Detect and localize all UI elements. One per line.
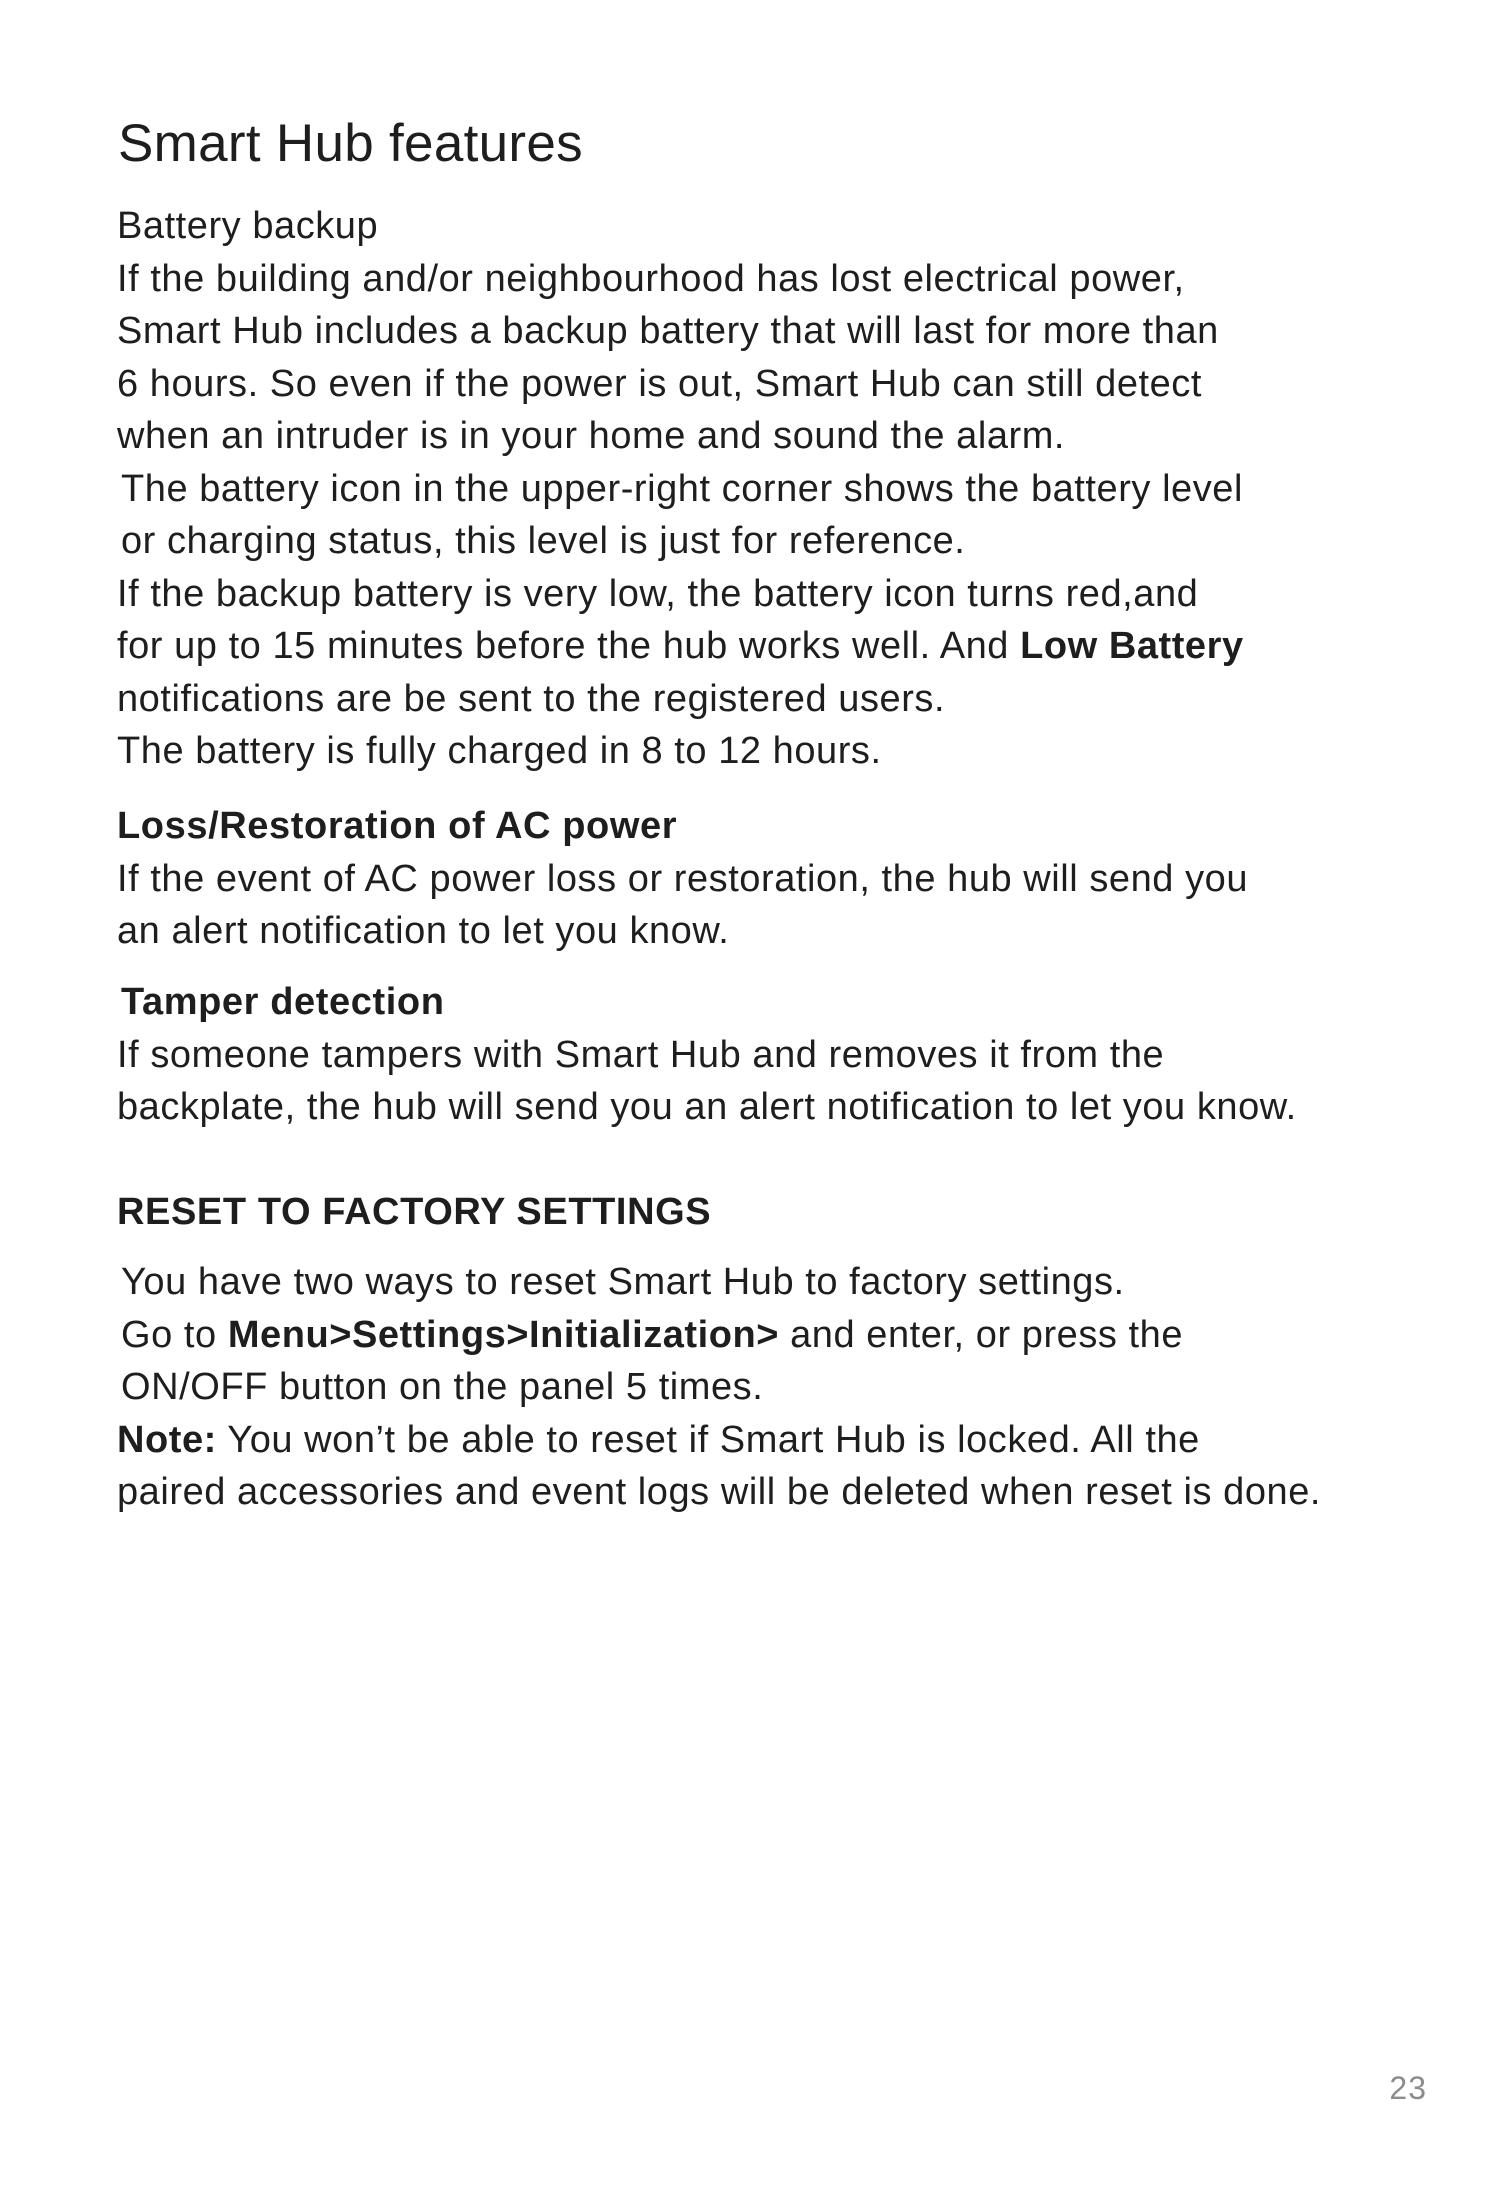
line-text: You won’t be able to reset if Smart Hub is locked. All the <box>216 1418 1200 1461</box>
line-text: for up to 15 minutes before the hub works well. And <box>117 625 1021 667</box>
paragraph-line: If the backup battery is very low, the battery icon turns red,and <box>117 572 1199 615</box>
paragraph-line <box>117 1309 1447 1362</box>
ac-power-section <box>117 800 1447 958</box>
paragraph-line: 6 hours. So even if the power is out, Smart Hub can still detect <box>117 362 1202 405</box>
page-title: Smart Hub features <box>118 114 583 173</box>
paragraph-line: If the building and/or neighbourhood has lost electrical power, <box>117 257 1185 300</box>
line-text: and enter, or press the <box>779 1313 1184 1356</box>
reset-heading-block <box>117 1186 1447 1239</box>
paragraph-line: when an intruder is in your home and sound the alarm. <box>117 415 1066 457</box>
paragraph-line: If the event of AC power loss or restoration, the hub will send you <box>117 857 1249 900</box>
paragraph-line: You have two ways to reset Smart Hub to factory settings. <box>121 1261 1125 1303</box>
paragraph-line: notifications are be sent to the registered users. <box>117 677 946 720</box>
reset-heading: RESET TO FACTORY SETTINGS <box>117 1191 712 1233</box>
paragraph-line: Smart Hub includes a backup battery that will last for more than <box>117 310 1219 352</box>
tamper-section <box>117 976 1447 1134</box>
low-battery-emphasis: Low Battery <box>1020 625 1244 667</box>
paragraph-line: ON/OFF button on the panel 5 times. <box>121 1366 764 1408</box>
paragraph-line <box>117 1414 1447 1467</box>
line-text: Go to <box>121 1313 228 1356</box>
ac-power-heading: Loss/Restoration of AC power <box>117 805 678 847</box>
page-number: 23 <box>1389 2070 1427 2106</box>
battery-backup-section <box>117 200 1447 778</box>
paragraph-line: The battery icon in the upper-right corner shows the battery level <box>121 467 1243 510</box>
paragraph-line: or charging status, this level is just for reference. <box>121 520 966 562</box>
tamper-heading: Tamper detection <box>121 981 445 1023</box>
paragraph-line: paired accessories and event logs will be deleted when reset is done. <box>117 1471 1321 1513</box>
paragraph-line: an alert notification to let you know. <box>117 910 730 952</box>
menu-path-emphasis: Menu>Settings>Initialization> <box>227 1313 780 1356</box>
paragraph-line <box>117 620 1447 673</box>
paragraph-line: backplate, the hub will send you an alert notification to let you know. <box>117 1086 1297 1128</box>
battery-backup-heading: Battery backup <box>117 205 379 247</box>
reset-section <box>117 1256 1447 1519</box>
paragraph-line: The battery is fully charged in 8 to 12 hours. <box>117 730 882 772</box>
paragraph-line: If someone tampers with Smart Hub and removes it from the <box>117 1033 1165 1076</box>
note-label: Note: <box>117 1418 217 1461</box>
